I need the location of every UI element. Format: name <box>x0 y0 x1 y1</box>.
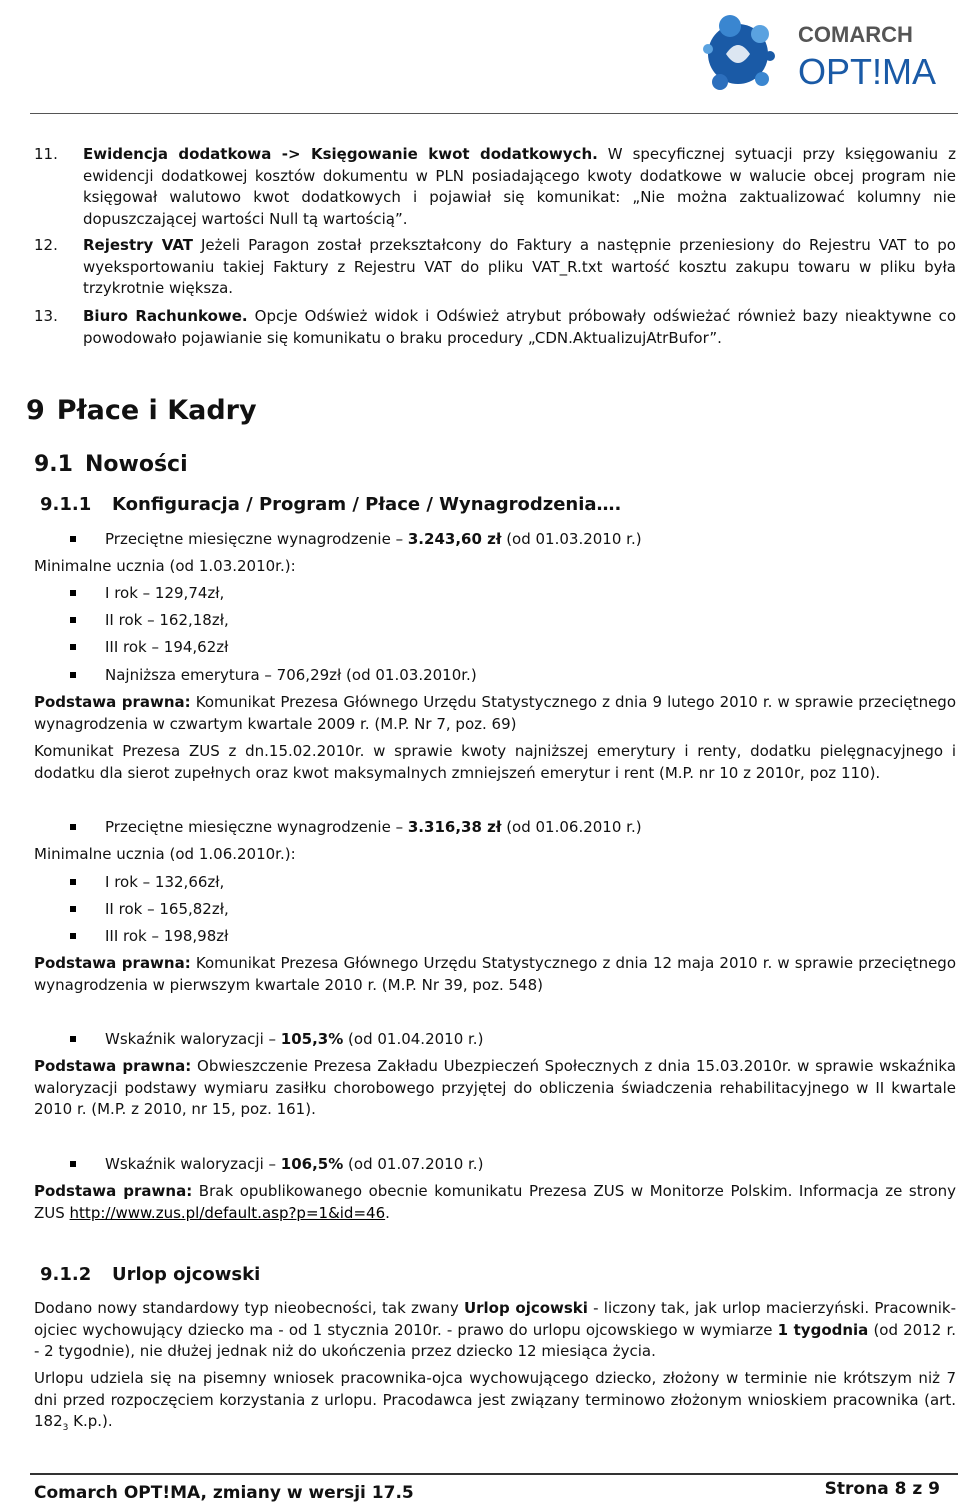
bullet-min-pension: Najniższa emerytura – 706,29zł (od 01.03.2010r.) <box>70 665 477 685</box>
section-heading-9-1 <box>34 452 188 477</box>
paternity-leave-para-2: Urlopu udziela się na pisemny wniosek pracownika-ojca wychowującego dziecko, złożony w terminie nie krótszym niż 7 dni przed rozpoczęciem korzystania z urlopu. Pracodawca jest związany terminowo złożonym wnioskiem pracownika (art. $182_3$ K.p.). <box>34 1369 956 1433</box>
section-heading-9-1-2 <box>40 1264 260 1285</box>
item-title: Rejestry VAT <box>83 236 194 254</box>
legal-basis-2: Podstawa prawna: Komunikat Prezesa Głównego Urzędu Statystycznego z dnia 12 maja 2010 r. w sprawie przeciętnego wynagrodzenia w pierwszym kwartale 2010 r. (M.P. Nr 39, poz. 548) <box>34 954 956 994</box>
legal-basis-3: Podstawa prawna: Obwieszczenie Prezesa Zakładu Ubezpieczeń Społecznych z dnia 15.03.2010r. w sprawie wskaźnika waloryzacji podstawy wymiaru zasiłku chorobowego przyjętej do obliczenia świadczenia rehabilitacyjnego w II kwartale 2010 r. (M.P. z 2010, nr 15, poz. 161). <box>34 1057 957 1118</box>
header-divider <box>30 113 958 114</box>
fix-item-13 <box>34 306 956 349</box>
heading-number: 9.1.1 <box>40 494 92 515</box>
bullet-year-1b: I rok – 132,66zł, <box>70 872 224 892</box>
heading-number: 9.1.2 <box>40 1264 92 1285</box>
bullet-year-3: III rok – 194,62zł <box>70 637 228 657</box>
logo-line1: COMARCH <box>798 22 913 47</box>
bullet-year-1: I rok – 129,74zł, <box>70 583 224 603</box>
paternity-leave-para-1: Dodano nowy standardowy typ nieobecności, tak zwany Urlop ojcowski - liczony tak, jak urlop macierzyński. Pracownik-ojciec wychowujący dziecko ma - od 1 stycznia 2010r. - prawo do urlopu ojcowskiego w wymiarze 1 tygodnia (od 2012 r. - 2 tygodnie), nie dłużej jednak niż do ukończenia przez dziecko 12 miesiąca życia. <box>34 1299 957 1360</box>
item-text: Jeżeli Paragon został przekształcony do Faktury a następnie przeniesiony do Rejestru VAT to po wyeksportowaniu takiej Faktury z Rejestru VAT do pliku VAT_R.txt wartość kosztu zakupu towaru w pliku była trzykrotnie większa. <box>83 236 956 297</box>
heading-title: Nowości <box>84 452 188 477</box>
heading-title: Konfiguracja / Program / Płace / Wynagrodzenia…. <box>112 494 622 515</box>
item-text: Opcje Odśwież widok i Odśwież atrybut próbowały odświeżać również bazy nieaktywne co powodowało pojawianie się komunikatu o braku procedury „CDN.AktualizujAtrBufor”. <box>83 307 956 347</box>
legal-basis-zus: Komunikat Prezesa ZUS z dn.15.02.2010r. w sprawie kwoty najniższej emerytury i renty, dodatku pielęgnacyjnego i dodatku dla sierot zupełnych oraz kwot maksymalnych zmniejszeń emerytur i rent (M.P. nr 10 z 2010r, poz 110). <box>34 742 956 782</box>
item-text: W specyficznej sytuacji przy księgowaniu z ewidencji dodatkowej kosztów dokumentu w PLN posiadającego kwoty dodatkowe w walucie obcej program nie księgował walutowo kwot dodatkowych i pojawiał się komunikat: „Nie można zaktualizować kolumny nie dopuszczającej wartości Null tą wartością”. <box>83 145 956 228</box>
item-number: 11. <box>34 145 58 163</box>
bullet-year-3b: III rok – 198,98zł <box>70 926 228 946</box>
item-title: Biuro Rachunkowe. <box>83 307 248 325</box>
bullet-valorization-1: Wskaźnik waloryzacji – 105,3% (od 01.04.2010 r.) <box>70 1029 483 1049</box>
bullet-year-2: II rok – 162,18zł, <box>70 610 229 630</box>
bullet-avg-salary-1: Przeciętne miesięczne wynagrodzenie – 3.243,60 zł (od 01.03.2010 r.) <box>70 529 642 549</box>
heading-title: Płace i Kadry <box>56 395 257 426</box>
bullet-avg-salary-2: Przeciętne miesięczne wynagrodzenie – 3.316,38 zł (od 01.06.2010 r.) <box>70 817 642 837</box>
fix-item-11 <box>34 144 956 230</box>
legal-basis-4: Podstawa prawna: Brak opublikowanego obecnie komunikatu Prezesa ZUS w Monitorze Polskim. Informacja ze strony ZUS http://www.zus.pl/default.asp?p=1&id=46. <box>34 1182 957 1222</box>
bullet-valorization-2: Wskaźnik waloryzacji – 106,5% (od 01.07.2010 r.) <box>70 1154 483 1174</box>
section-heading-9 <box>26 395 257 426</box>
heading-number: 9.1 <box>34 452 73 477</box>
item-title: Ewidencja dodatkowa -> Księgowanie kwot dodatkowych. <box>83 145 598 163</box>
page-number: Strona 8 z 9 <box>824 1479 940 1499</box>
logo-line2: OPT!MA <box>798 51 937 92</box>
heading-number: 9 <box>26 395 45 426</box>
heading-title: Urlop ojcowski <box>112 1264 261 1285</box>
fix-item-12 <box>34 235 956 300</box>
footer-divider <box>30 1473 958 1475</box>
item-number: 12. <box>34 236 58 254</box>
footer-title: Comarch OPT!MA, zmiany w wersji 17.5 <box>34 1483 414 1503</box>
legal-basis-1: Podstawa prawna: Komunikat Prezesa Głównego Urzędu Statystycznego z dnia 9 lutego 2010 r. w sprawie przeciętnego wynagrodzenia w czwartym kwartale 2009 r. (M.P. Nr 7, poz. 69) <box>34 693 956 733</box>
apprentice-min-1: Minimalne ucznia (od 1.03.2010r.): <box>34 557 296 575</box>
comarch-optima-logo <box>700 4 950 104</box>
apprentice-min-2: Minimalne ucznia (od 1.06.2010r.): <box>34 845 296 863</box>
zus-link[interactable]: http://www.zus.pl/default.asp?p=1&id=46 <box>69 1203 386 1222</box>
bullet-year-2b: II rok – 165,82zł, <box>70 899 229 919</box>
section-heading-9-1-1 <box>40 494 621 515</box>
item-number: 13. <box>34 307 58 325</box>
